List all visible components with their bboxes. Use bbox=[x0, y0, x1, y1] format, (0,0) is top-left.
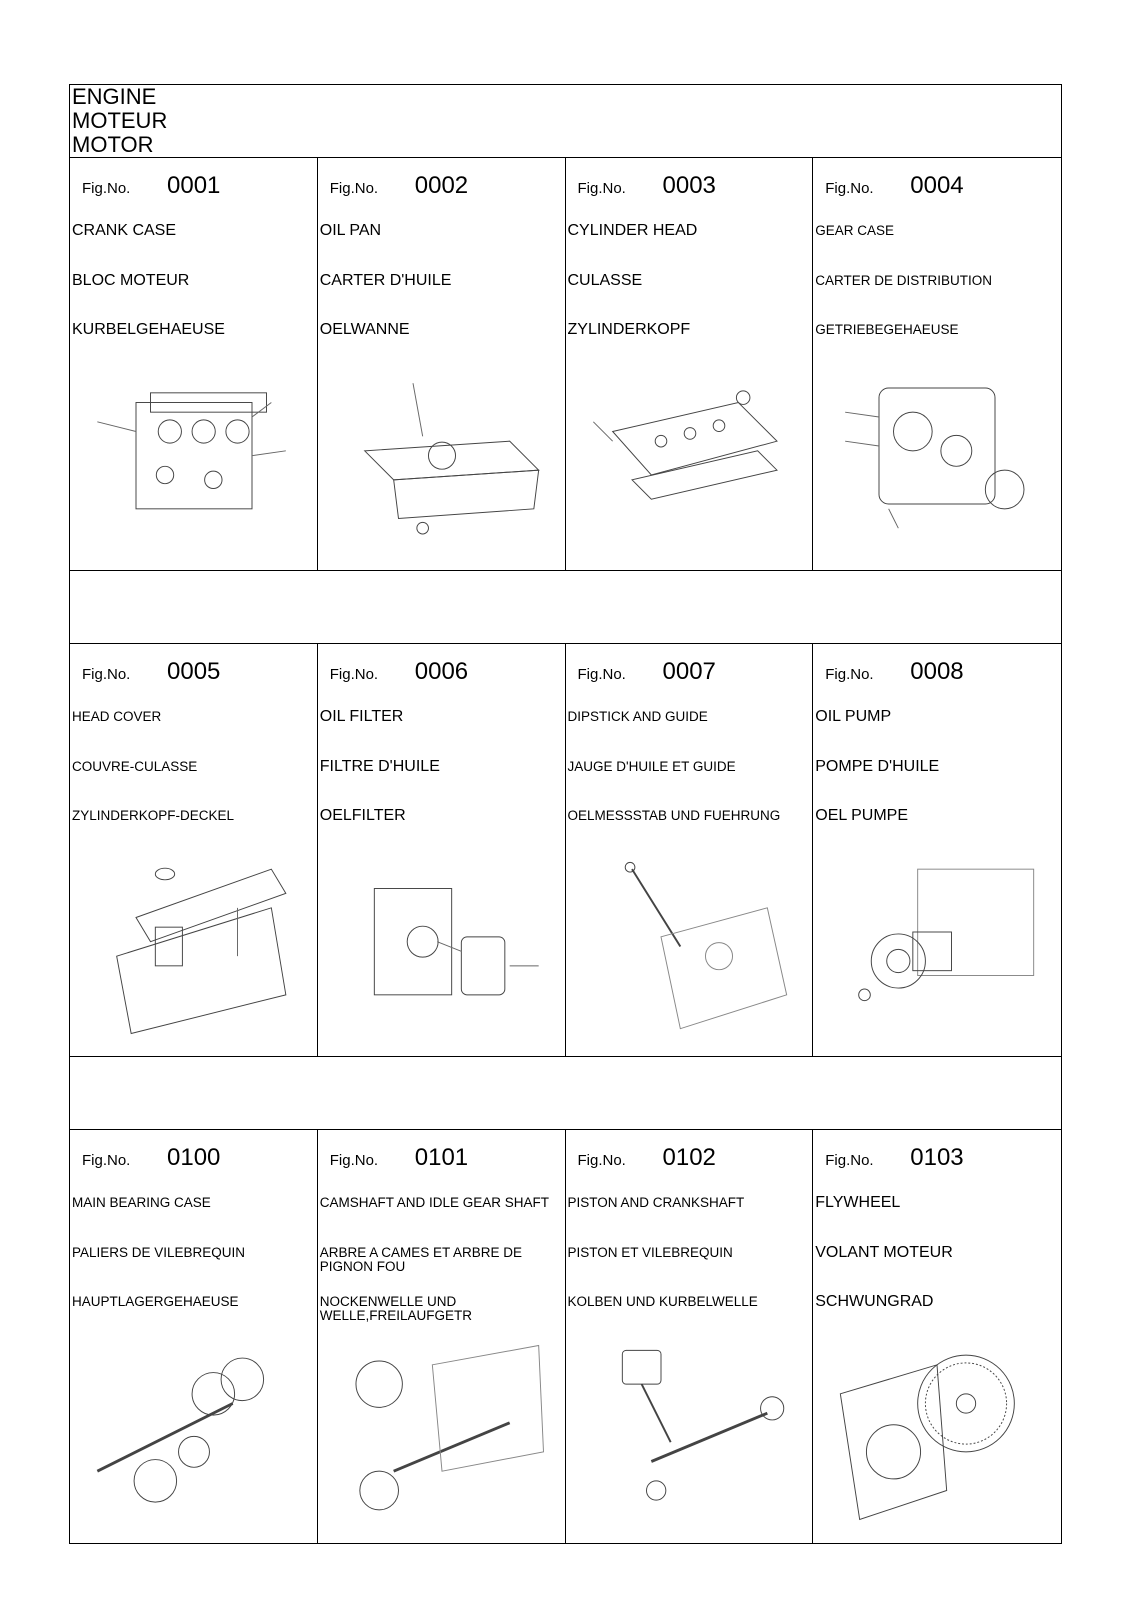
header-title-en: ENGINE bbox=[72, 84, 157, 109]
figure-cell bbox=[318, 1130, 566, 1543]
figure-number bbox=[330, 1144, 468, 1172]
figure-cell bbox=[813, 158, 1061, 570]
title-german: OELMESSSTAB UND FUEHRUNG bbox=[567, 808, 781, 823]
fig-no-label: Fig.No. bbox=[82, 180, 131, 197]
figure-number bbox=[330, 658, 468, 686]
crank-case-diagram-svg bbox=[78, 363, 310, 558]
figure-cell bbox=[566, 158, 814, 570]
figure-cell bbox=[813, 644, 1061, 1056]
cylinder-head-diagram bbox=[574, 363, 806, 558]
fig-no-value: 0006 bbox=[414, 658, 469, 685]
cylinder-head-diagram-svg bbox=[574, 363, 806, 558]
title-german: GETRIEBEGEHAEUSE bbox=[815, 322, 959, 337]
flywheel-diagram bbox=[821, 1335, 1053, 1530]
title-french: COUVRE-CULASSE bbox=[72, 759, 198, 774]
fig-no-label: Fig.No. bbox=[329, 666, 379, 683]
figure-number bbox=[82, 1144, 220, 1172]
title-english: FLYWHEEL bbox=[815, 1194, 901, 1211]
figure-cell bbox=[318, 644, 566, 1056]
figure-number bbox=[578, 172, 716, 200]
title-english: PISTON AND CRANKSHAFT bbox=[567, 1195, 745, 1210]
title-french: PALIERS DE VILEBREQUIN bbox=[72, 1245, 246, 1260]
title-english: OIL PAN bbox=[319, 222, 382, 239]
title-german: OELWANNE bbox=[319, 321, 410, 338]
title-english: CYLINDER HEAD bbox=[567, 222, 698, 239]
fig-no-value: 0100 bbox=[167, 1144, 221, 1171]
figure-number bbox=[578, 658, 716, 686]
fig-no-value: 0005 bbox=[167, 658, 221, 685]
title-french: BLOC MOTEUR bbox=[72, 272, 190, 289]
blank-spacer-row bbox=[70, 1057, 1061, 1130]
fig-no-label: Fig.No. bbox=[825, 666, 874, 683]
title-german: KOLBEN UND KURBELWELLE bbox=[567, 1294, 758, 1309]
crank-case-diagram bbox=[78, 363, 310, 558]
figure-cell bbox=[566, 1130, 814, 1543]
flywheel-diagram-svg bbox=[821, 1335, 1053, 1530]
figure-row bbox=[70, 158, 1061, 571]
figure-number bbox=[825, 658, 963, 686]
title-german: ZYLINDERKOPF bbox=[567, 321, 691, 338]
fig-no-label: Fig.No. bbox=[329, 180, 379, 197]
fig-no-value: 0004 bbox=[910, 172, 964, 199]
title-french: ARBRE A CAMES ET ARBRE DE PIGNON FOU bbox=[319, 1245, 523, 1274]
title-french: CARTER D'HUILE bbox=[319, 272, 452, 289]
title-german: OEL PUMPE bbox=[815, 807, 909, 824]
head-cover-diagram-svg bbox=[78, 849, 310, 1044]
piston-crankshaft-diagram bbox=[574, 1335, 806, 1530]
figure-number bbox=[82, 172, 220, 200]
title-french: PISTON ET VILEBREQUIN bbox=[567, 1245, 733, 1260]
blank-spacer-row bbox=[70, 571, 1061, 644]
title-french: POMPE D'HUILE bbox=[815, 758, 940, 775]
oil-pan-diagram bbox=[326, 363, 558, 558]
figure-number bbox=[578, 1144, 716, 1172]
title-german: OELFILTER bbox=[319, 807, 406, 824]
header-title-de: MOTOR bbox=[72, 132, 154, 157]
title-french: FILTRE D'HUILE bbox=[319, 758, 440, 775]
gear-case-diagram-svg bbox=[821, 363, 1053, 558]
title-english: DIPSTICK AND GUIDE bbox=[567, 709, 708, 724]
figure-cell bbox=[813, 1130, 1061, 1543]
title-english: OIL FILTER bbox=[319, 708, 404, 725]
title-german: KURBELGEHAEUSE bbox=[72, 321, 225, 338]
dipstick-diagram-svg bbox=[574, 849, 806, 1044]
fig-no-label: Fig.No. bbox=[577, 180, 626, 197]
main-bearing-diagram bbox=[78, 1335, 310, 1530]
piston-crankshaft-diagram-svg bbox=[574, 1335, 806, 1530]
fig-no-value: 0008 bbox=[910, 658, 964, 685]
figure-number bbox=[825, 1144, 963, 1172]
title-english: CAMSHAFT AND IDLE GEAR SHAFT bbox=[319, 1195, 550, 1210]
oil-pan-diagram-svg bbox=[326, 363, 558, 558]
fig-no-label: Fig.No. bbox=[825, 180, 874, 197]
title-english: GEAR CASE bbox=[815, 223, 895, 238]
title-english: CRANK CASE bbox=[72, 222, 177, 239]
title-french: JAUGE D'HUILE ET GUIDE bbox=[567, 759, 736, 774]
title-german: SCHWUNGRAD bbox=[815, 1293, 934, 1310]
title-german: ZYLINDERKOPF-DECKEL bbox=[72, 808, 235, 823]
fig-no-value: 0001 bbox=[167, 172, 221, 199]
title-french: CULASSE bbox=[567, 272, 643, 289]
figure-row bbox=[70, 644, 1061, 1057]
fig-no-label: Fig.No. bbox=[329, 1152, 379, 1169]
title-english: HEAD COVER bbox=[72, 709, 162, 724]
fig-no-label: Fig.No. bbox=[82, 1152, 131, 1169]
figure-cell bbox=[70, 1130, 318, 1543]
figure-cell bbox=[70, 158, 318, 570]
title-french: CARTER DE DISTRIBUTION bbox=[815, 273, 993, 288]
header-title-fr: MOTEUR bbox=[72, 108, 168, 133]
fig-no-value: 0003 bbox=[662, 172, 716, 199]
fig-no-label: Fig.No. bbox=[82, 666, 131, 683]
camshaft-diagram bbox=[326, 1335, 558, 1530]
fig-no-value: 0103 bbox=[910, 1144, 964, 1171]
figure-row bbox=[70, 1130, 1061, 1543]
head-cover-diagram bbox=[78, 849, 310, 1044]
figure-grid bbox=[70, 158, 1061, 1543]
title-english: OIL PUMP bbox=[815, 708, 892, 725]
fig-no-label: Fig.No. bbox=[577, 1152, 626, 1169]
section-header bbox=[70, 85, 1061, 158]
fig-no-value: 0102 bbox=[662, 1144, 716, 1171]
oil-pump-diagram-svg bbox=[821, 849, 1053, 1044]
oil-filter-diagram bbox=[326, 849, 558, 1044]
oil-pump-diagram bbox=[821, 849, 1053, 1044]
catalog-sheet bbox=[69, 84, 1062, 1544]
figure-cell bbox=[566, 644, 814, 1056]
fig-no-value: 0007 bbox=[662, 658, 716, 685]
title-german: NOCKENWELLE UND WELLE,FREILAUFGETR bbox=[319, 1294, 473, 1323]
fig-no-value: 0002 bbox=[414, 172, 469, 199]
camshaft-diagram-svg bbox=[326, 1335, 558, 1530]
title-english: MAIN BEARING CASE bbox=[72, 1195, 211, 1210]
figure-number bbox=[330, 172, 468, 200]
fig-no-value: 0101 bbox=[414, 1144, 469, 1171]
oil-filter-diagram-svg bbox=[326, 849, 558, 1044]
title-french: VOLANT MOTEUR bbox=[815, 1244, 953, 1261]
fig-no-label: Fig.No. bbox=[577, 666, 626, 683]
title-german: HAUPTLAGERGEHAEUSE bbox=[72, 1294, 239, 1309]
figure-number bbox=[825, 172, 963, 200]
gear-case-diagram bbox=[821, 363, 1053, 558]
fig-no-label: Fig.No. bbox=[825, 1152, 874, 1169]
figure-number bbox=[82, 658, 220, 686]
figure-cell bbox=[318, 158, 566, 570]
main-bearing-diagram-svg bbox=[78, 1335, 310, 1530]
dipstick-diagram bbox=[574, 849, 806, 1044]
figure-cell bbox=[70, 644, 318, 1056]
